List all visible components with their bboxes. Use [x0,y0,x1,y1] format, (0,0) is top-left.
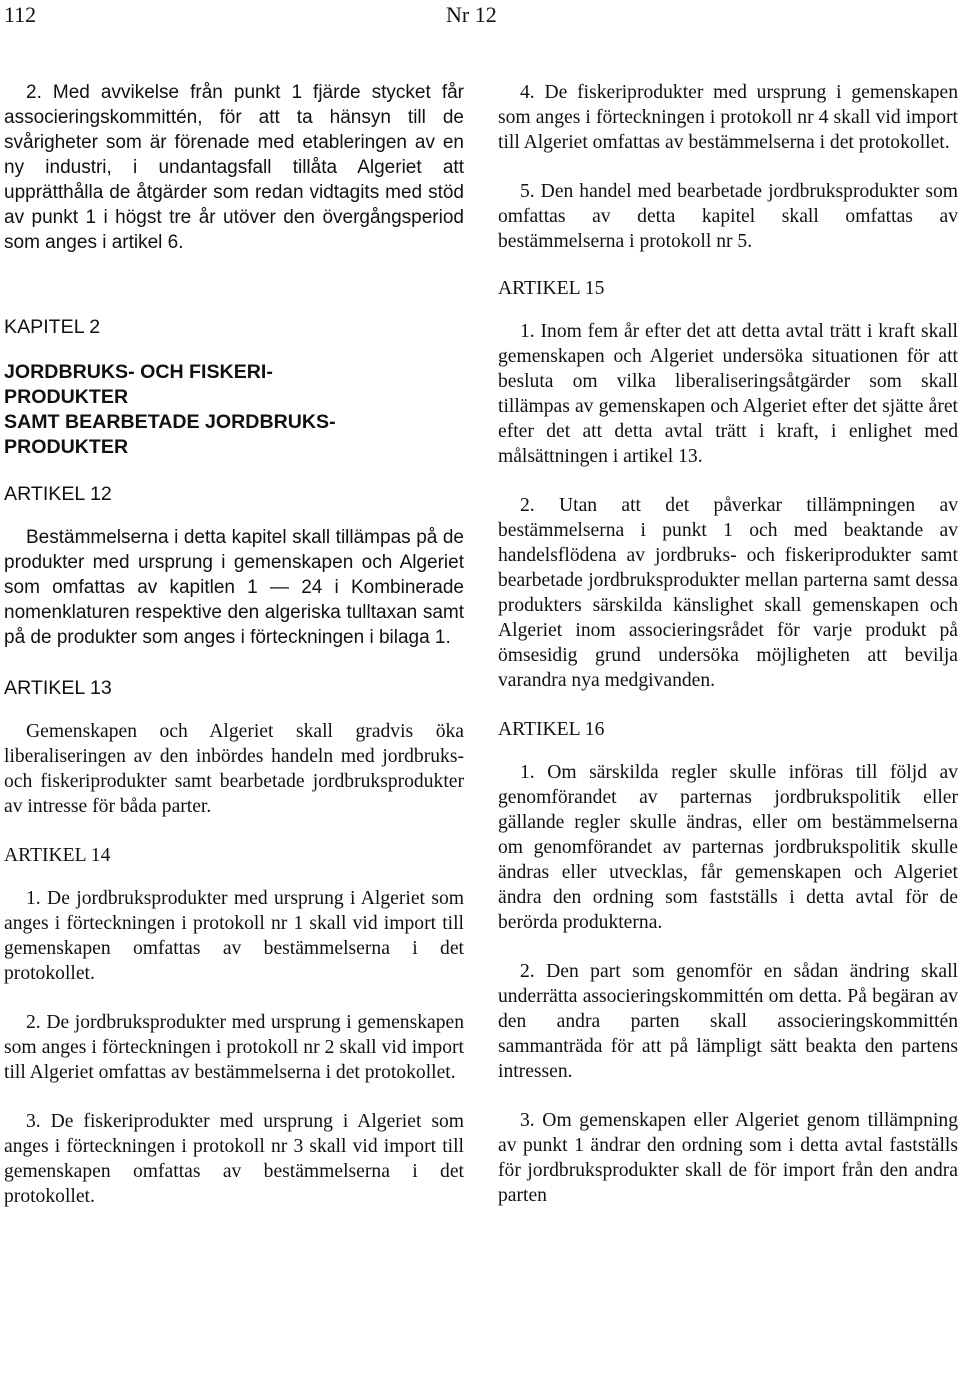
article-16-paragraph-3: 3. Om gemenskapen eller Algeriet genom tillämpning av punkt 1 ändrar den ordning som i detta avtal fastställs för jordbruksprodukter skall de för import från den andra parten [498,1110,958,1206]
article-13-heading: ARTIKEL 13 [4,677,112,699]
article-15-heading: ARTIKEL 15 [498,278,605,299]
left-column [4,80,464,1209]
issue-number: Nr 12 [446,2,497,27]
article-15-paragraph-2: 2. Utan att det påverkar tillämpningen av bestämmelserna i punkt 1 och med beaktande av handelsflödena av jordbruks- och fiskeriprodukter samt bearbetade jordbruksprodukter mellan parterna samt dessa produkters särskilda känslighet skall gemenskapen och Algeriet inom associeringsrådet för varje produkt på ömsesidig grund undersöka möjligheten att bevilja varandra nya medgivanden. [498,495,958,691]
article-14-paragraph-4: 4. De fiskeriprodukter med ursprung i gemenskapen som anges i förteckningen i protokoll nr 4 skall vid import till Algeriet omfattas av bestämmelserna i det protokollet. [498,82,958,153]
right-column [498,80,958,1208]
article-12-text: Bestämmelserna i detta kapitel skall tillämpas på de produkter med ursprung i gemenskapen och Algeriet som omfattas av kapitlen 1 — 24 i Kombinerade nomenklaturen respektive den algeriska tulltaxan samt på de produkter som anges i förteckningen i bilaga 1. [4,527,464,648]
article-16-paragraph-1: 1. Om särskilda regler skulle införas till följd av genomförandet av parternas jordbrukspolitik eller gällande regler skulle ändras, eller om bestämmelserna om genomförandet av parternas jordbrukspolitik skulle ändras eller utvecklas, får gemenskapen och Algeriet ändra den ordning som fastställs i detta avtal för de berörda produkterna. [498,762,958,933]
article-14-paragraph-5: 5. Den handel med bearbetade jordbruksprodukter som omfattas av detta kapitel skall omfattas av bestämmelserna i protokoll nr 5. [498,181,958,252]
article-14-paragraph-1: 1. De jordbruksprodukter med ursprung i Algeriet som anges i förteckningen i protokoll nr 1 skall vid import till gemenskapen omfattas av bestämmelserna i det protokollet. [4,888,464,984]
article-15-paragraph-1: 1. Inom fem år efter det att detta avtal trätt i kraft skall gemenskapen och Algeriet undersöka situationen för att besluta om vilka liberaliseringsåtgärder som skall tillämpas av gemenskapen och Algeriet efter det sjätte året efter det att detta avtal trätt i kraft, i enlighet med målsättningen i artikel 13. [498,321,958,467]
page-number: 112 [4,2,37,27]
article-14-paragraph-3: 3. De fiskeriprodukter med ursprung i Algeriet som anges i förteckningen i protokoll nr 3 skall vid import till gemenskapen omfattas av bestämmelserna i det protokollet. [4,1111,464,1207]
article-13-text: Gemenskapen och Algeriet skall gradvis öka liberaliseringen av den inbördes handeln med jordbruks- och fiskeriprodukter samt bearbetade jordbruksprodukter av intresse för båda parter. [4,721,464,817]
chapter-title-line-4: PRODUKTER [4,436,129,458]
article-16-heading: ARTIKEL 16 [498,719,605,740]
chapter-title-line-2: PRODUKTER [4,386,129,408]
article-14-paragraph-2: 2. De jordbruksprodukter med ursprung i gemenskapen som anges i förteckningen i protokoll nr 2 skall vid import till Algeriet omfattas av bestämmelserna i det protokollet. [4,1012,464,1083]
chapter-label: KAPITEL 2 [4,316,101,338]
chapter-title-line-3: SAMT BEARBETADE JORDBRUKS- [4,411,336,433]
page-header [0,0,960,40]
paragraph-2: 2. Med avvikelse från punkt 1 fjärde stycket får associeringskommittén, för att ta hänsyn till de svårigheter som är förenade med etableringen av en ny industri, i undantagsfall tillåta Algeriet att upprätthålla de åtgärder som redan vidtagits med stöd av punkt 1 i högst tre år utöver den övergångsperiod som anges i artikel 6. [4,82,464,253]
chapter-title-line-1: JORDBRUKS- OCH FISKERI- [4,361,273,383]
article-16-paragraph-2: 2. Den part som genomför en sådan ändring skall underrätta associeringskommittén om detta. På begäran av den andra parten skall associeringskommittén sammanträda för att på lämpligt sätt beakta den partens intressen. [498,961,958,1082]
article-12-heading: ARTIKEL 12 [4,483,112,505]
article-14-heading: ARTIKEL 14 [4,845,111,866]
